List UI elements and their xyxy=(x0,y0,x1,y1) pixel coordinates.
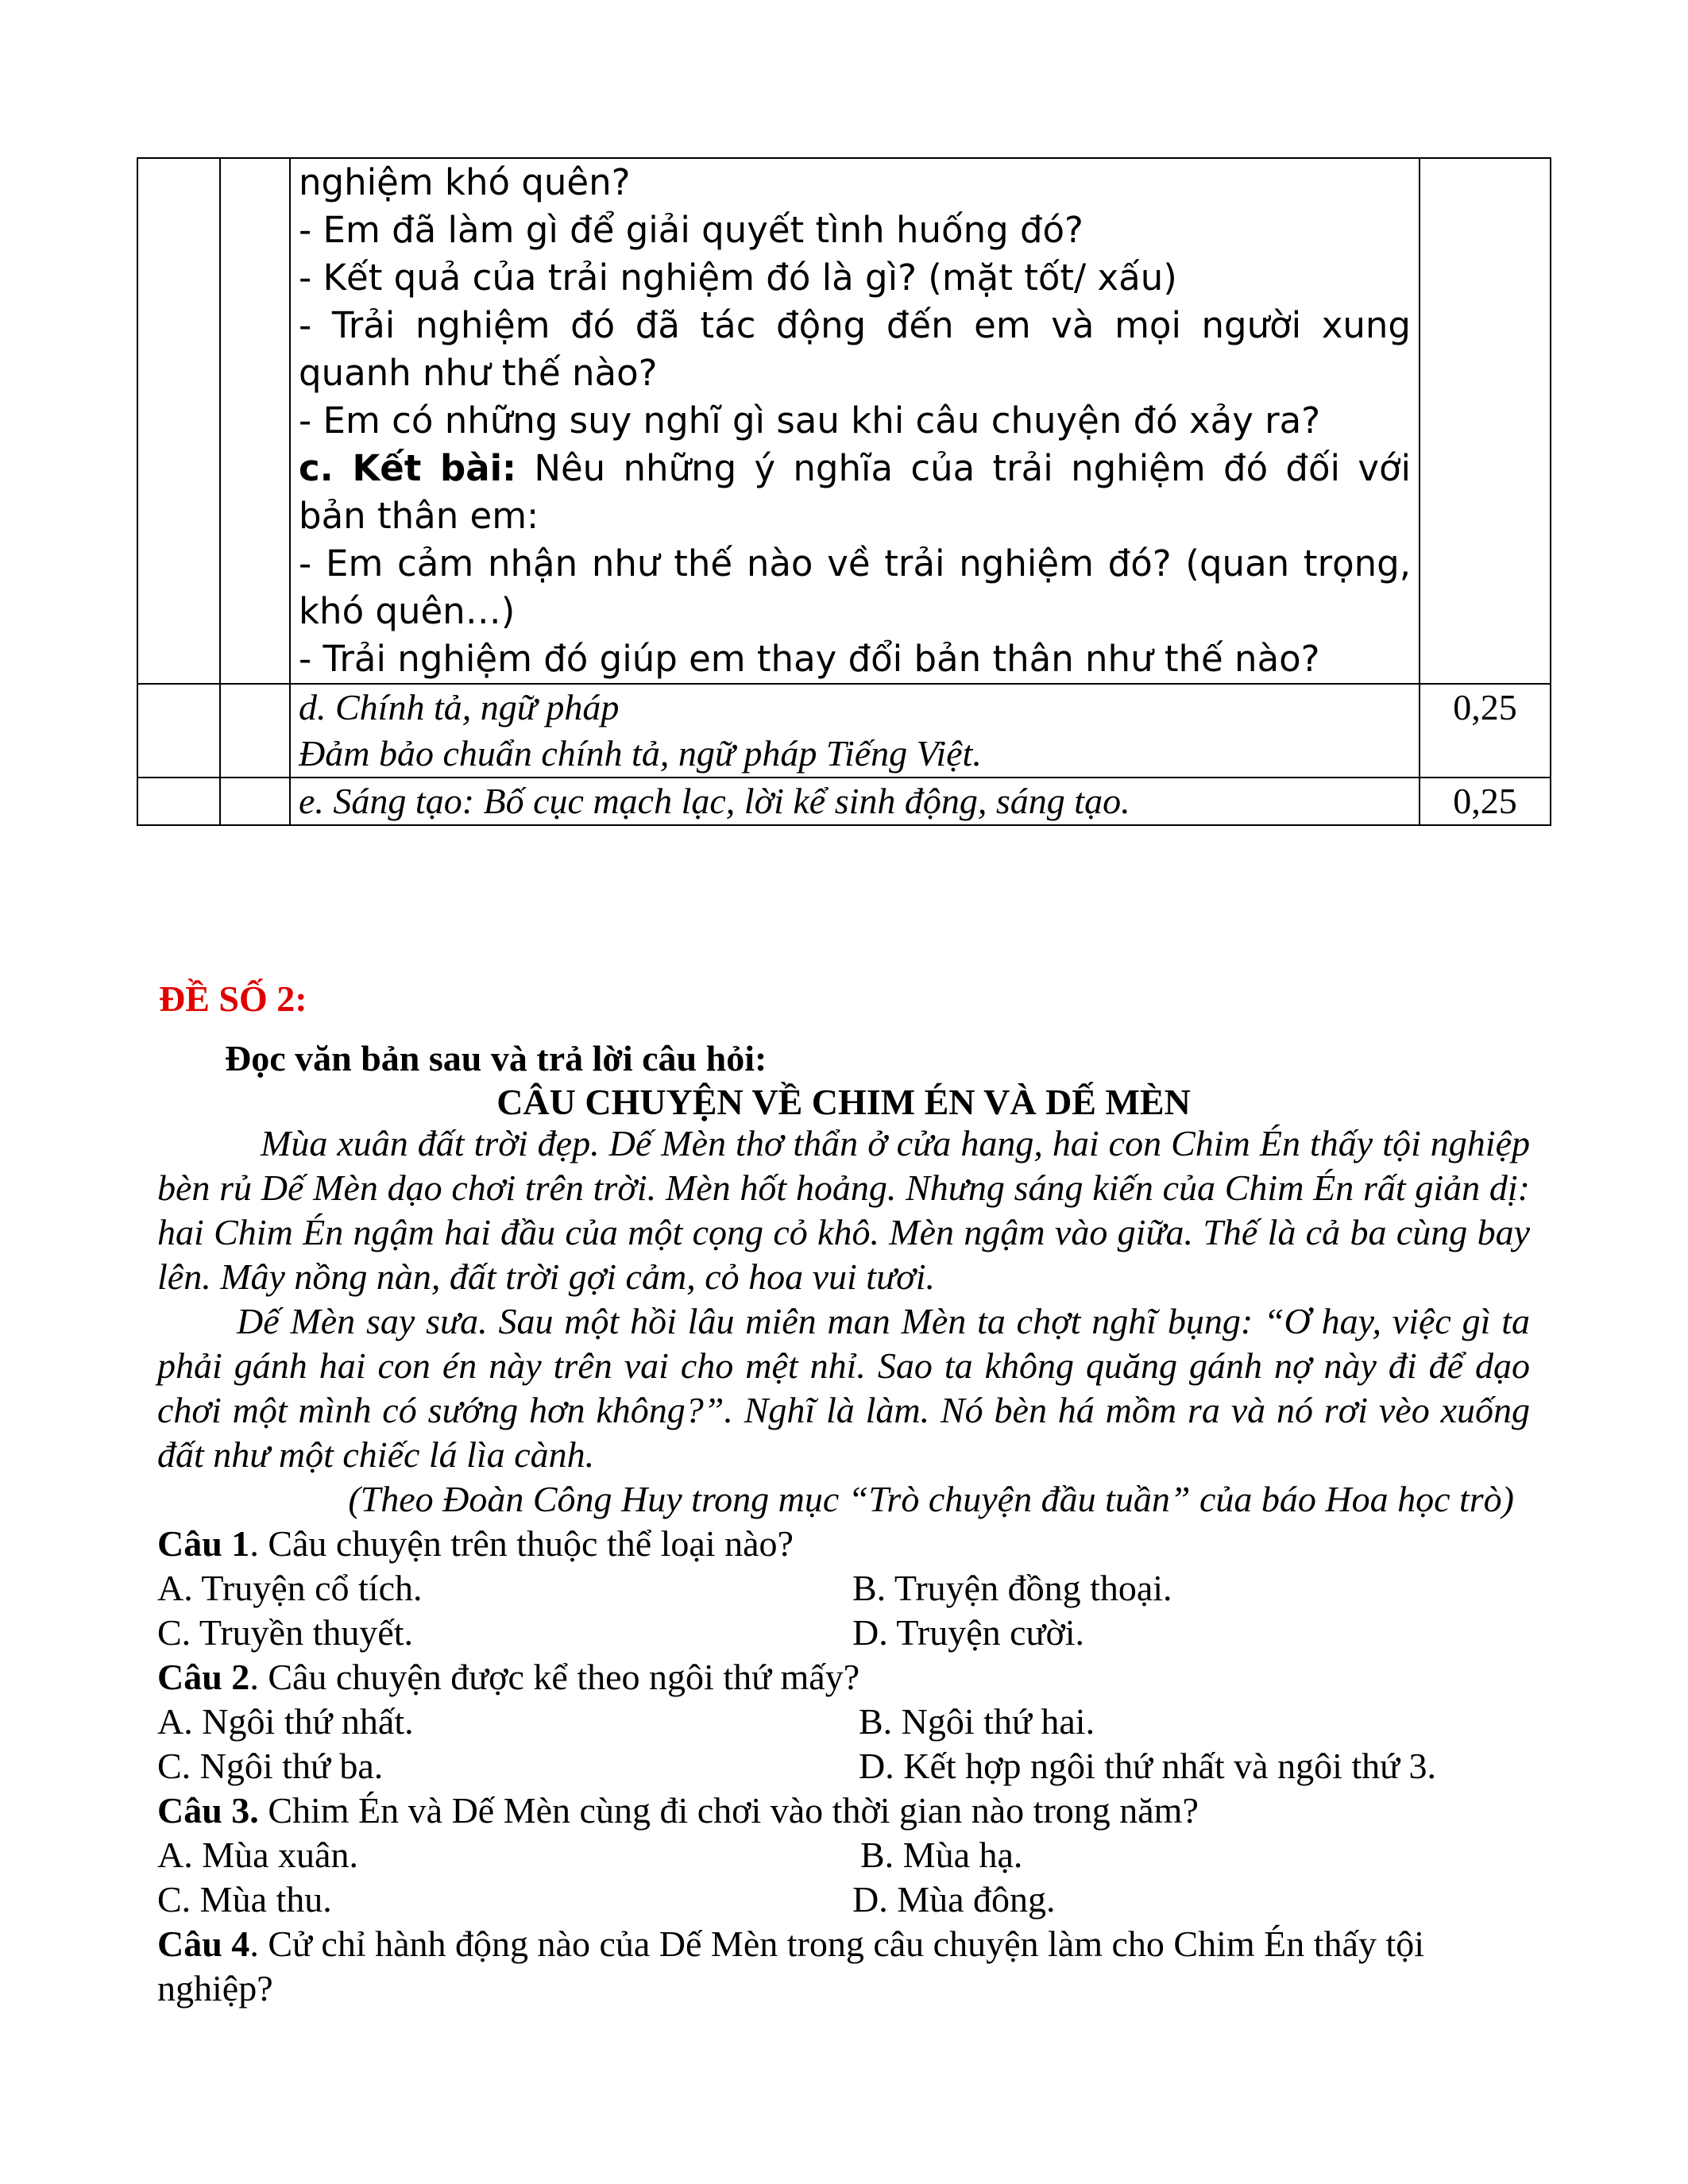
question-label: Câu 2 xyxy=(157,1657,250,1697)
question xyxy=(157,1788,1530,1833)
grading-rubric-table xyxy=(137,157,1551,826)
question xyxy=(157,1922,1530,2011)
question xyxy=(157,1522,1530,1566)
options-row xyxy=(157,1566,1530,1611)
options-row xyxy=(157,1833,1530,1877)
score-cell: 0,25 xyxy=(1420,684,1551,778)
rubric-line: nghiệm khó quên? xyxy=(299,161,631,203)
table-row xyxy=(137,778,1551,825)
rubric-line: - Em có những suy nghĩ gì sau khi câu chuyện đó xảy ra? xyxy=(299,399,1321,442)
question-sep: . xyxy=(249,1657,259,1697)
answer-option: A. Mùa xuân. xyxy=(157,1835,358,1875)
ket-bai-label: c. Kết bài: xyxy=(299,447,517,489)
rubric-line: - Em đã làm gì để giải quyết tình huống đó? xyxy=(299,209,1083,251)
answer-option: B. Ngôi thứ hai. xyxy=(859,1701,1095,1742)
table-cell-empty xyxy=(137,778,220,825)
options-row xyxy=(157,1700,1530,1744)
table-cell-empty xyxy=(220,778,290,825)
answer-option: C. Mùa thu. xyxy=(157,1879,332,1920)
table-cell-empty xyxy=(137,158,220,684)
story-source: (Theo Đoàn Công Huy trong mục “Trò chuyện đầu tuần” của báo Hoa học trò) xyxy=(348,1479,1514,1519)
answer-option: D. Kết hợp ngôi thứ nhất và ngôi thứ 3. xyxy=(859,1746,1437,1786)
ket-bai-line xyxy=(299,445,1411,540)
exam-title: ĐỀ SỐ 2: xyxy=(159,978,307,1019)
story-text xyxy=(157,1121,1530,1522)
table-row xyxy=(137,158,1551,684)
table-cell-empty xyxy=(1420,158,1551,684)
table-cell-empty xyxy=(220,158,290,684)
criterion-title: d. Chính tả, ngữ pháp xyxy=(299,687,620,727)
answer-option: B. Truyện đồng thoại. xyxy=(852,1568,1172,1608)
question-sep: . xyxy=(249,1523,259,1564)
question-label: Câu 4 xyxy=(157,1924,250,1964)
answer-option: C. Truyền thuyết. xyxy=(157,1612,414,1653)
question-label: Câu 1 xyxy=(157,1523,250,1564)
rubric-line: - Em cảm nhận như thế nào về trải nghiệm đó? (quan trọng, khó quên…) xyxy=(299,542,1411,632)
rubric-content-cell xyxy=(290,158,1420,684)
answer-option: C. Ngôi thứ ba. xyxy=(157,1746,384,1786)
options-row xyxy=(157,1744,1530,1788)
answer-option: D. Mùa đông. xyxy=(852,1879,1056,1920)
story-paragraph: Mùa xuân đất trời đẹp. Dế Mèn thơ thẩn ở cửa hang, hai con Chim Én thấy tội nghiệp bèn rủ Dế Mèn dạo chơi trên trời. Mèn hốt hoảng. Nhưng sáng kiến của Chim Én rất giản dị: hai Chim Én ngậm hai đầu của một cọng cỏ khô. Mèn ngậm vào giữa. Thế là cả ba cùng bay lên. Mây nồng nàn, đất trời gợi cảm, cỏ hoa vui tươi. xyxy=(157,1123,1530,1297)
instruction: Đọc văn bản sau và trả lời câu hỏi: xyxy=(225,1038,767,1078)
table-row xyxy=(137,684,1551,778)
story-title: CÂU CHUYỆN VỀ CHIM ÉN VÀ DẾ MÈN xyxy=(496,1082,1191,1122)
question-list xyxy=(157,1522,1530,2011)
rubric-line: - Kết quả của trải nghiệm đó là gì? (mặt tốt/ xấu) xyxy=(299,257,1177,299)
table-cell-empty xyxy=(220,684,290,778)
table-cell-empty xyxy=(137,684,220,778)
criterion-desc: Đảm bảo chuẩn chính tả, ngữ pháp Tiếng Việt. xyxy=(299,733,982,774)
answer-option: D. Truyện cười. xyxy=(852,1612,1085,1653)
score-cell: 0,25 xyxy=(1420,778,1551,825)
question-text: Câu chuyện trên thuộc thể loại nào? xyxy=(258,1523,794,1564)
question-sep: . xyxy=(249,1924,259,1964)
ket-bai-text: Nêu những ý nghĩa của trải nghiệm đó đối với bản thân em: xyxy=(299,447,1411,537)
question-text: Chim Én và Dế Mèn cùng đi chơi vào thời gian nào trong năm? xyxy=(258,1790,1199,1831)
story-paragraph: Dế Mèn say sưa. Sau một hồi lâu miên man Mèn ta chợt nghĩ bụng: “Ơ hay, việc gì ta phải gánh hai con én này trên vai cho mệt nhỉ. Sao ta không quăng gánh nợ này đi để dạo chơi một mình có sướng hơn không?”. Nghĩ là làm. Nó bèn há mồm ra và nó rơi vèo xuống đất như một chiếc lá lìa cành. xyxy=(157,1301,1530,1475)
answer-option: A. Truyện cổ tích. xyxy=(157,1568,423,1608)
question xyxy=(157,1655,1530,1700)
options-row xyxy=(157,1611,1530,1655)
answer-option: A. Ngôi thứ nhất. xyxy=(157,1701,414,1742)
question-text: Câu chuyện được kể theo ngôi thứ mấy? xyxy=(258,1657,860,1697)
rubric-criterion-e: e. Sáng tạo: Bố cục mạch lạc, lời kể sinh động, sáng tạo. xyxy=(290,778,1420,825)
rubric-line: - Trải nghiệm đó đã tác động đến em và mọi người xung quanh như thế nào? xyxy=(299,304,1411,394)
rubric-criterion-d xyxy=(290,684,1420,778)
question-text: Cử chỉ hành động nào của Dế Mèn trong câu chuyện làm cho Chim Én thấy tội nghiệp? xyxy=(157,1924,1425,2008)
options-row xyxy=(157,1877,1530,1922)
question-label: Câu 3. xyxy=(157,1790,259,1831)
rubric-line: - Trải nghiệm đó giúp em thay đổi bản thân như thế nào? xyxy=(299,638,1320,680)
answer-option: B. Mùa hạ. xyxy=(860,1835,1023,1875)
